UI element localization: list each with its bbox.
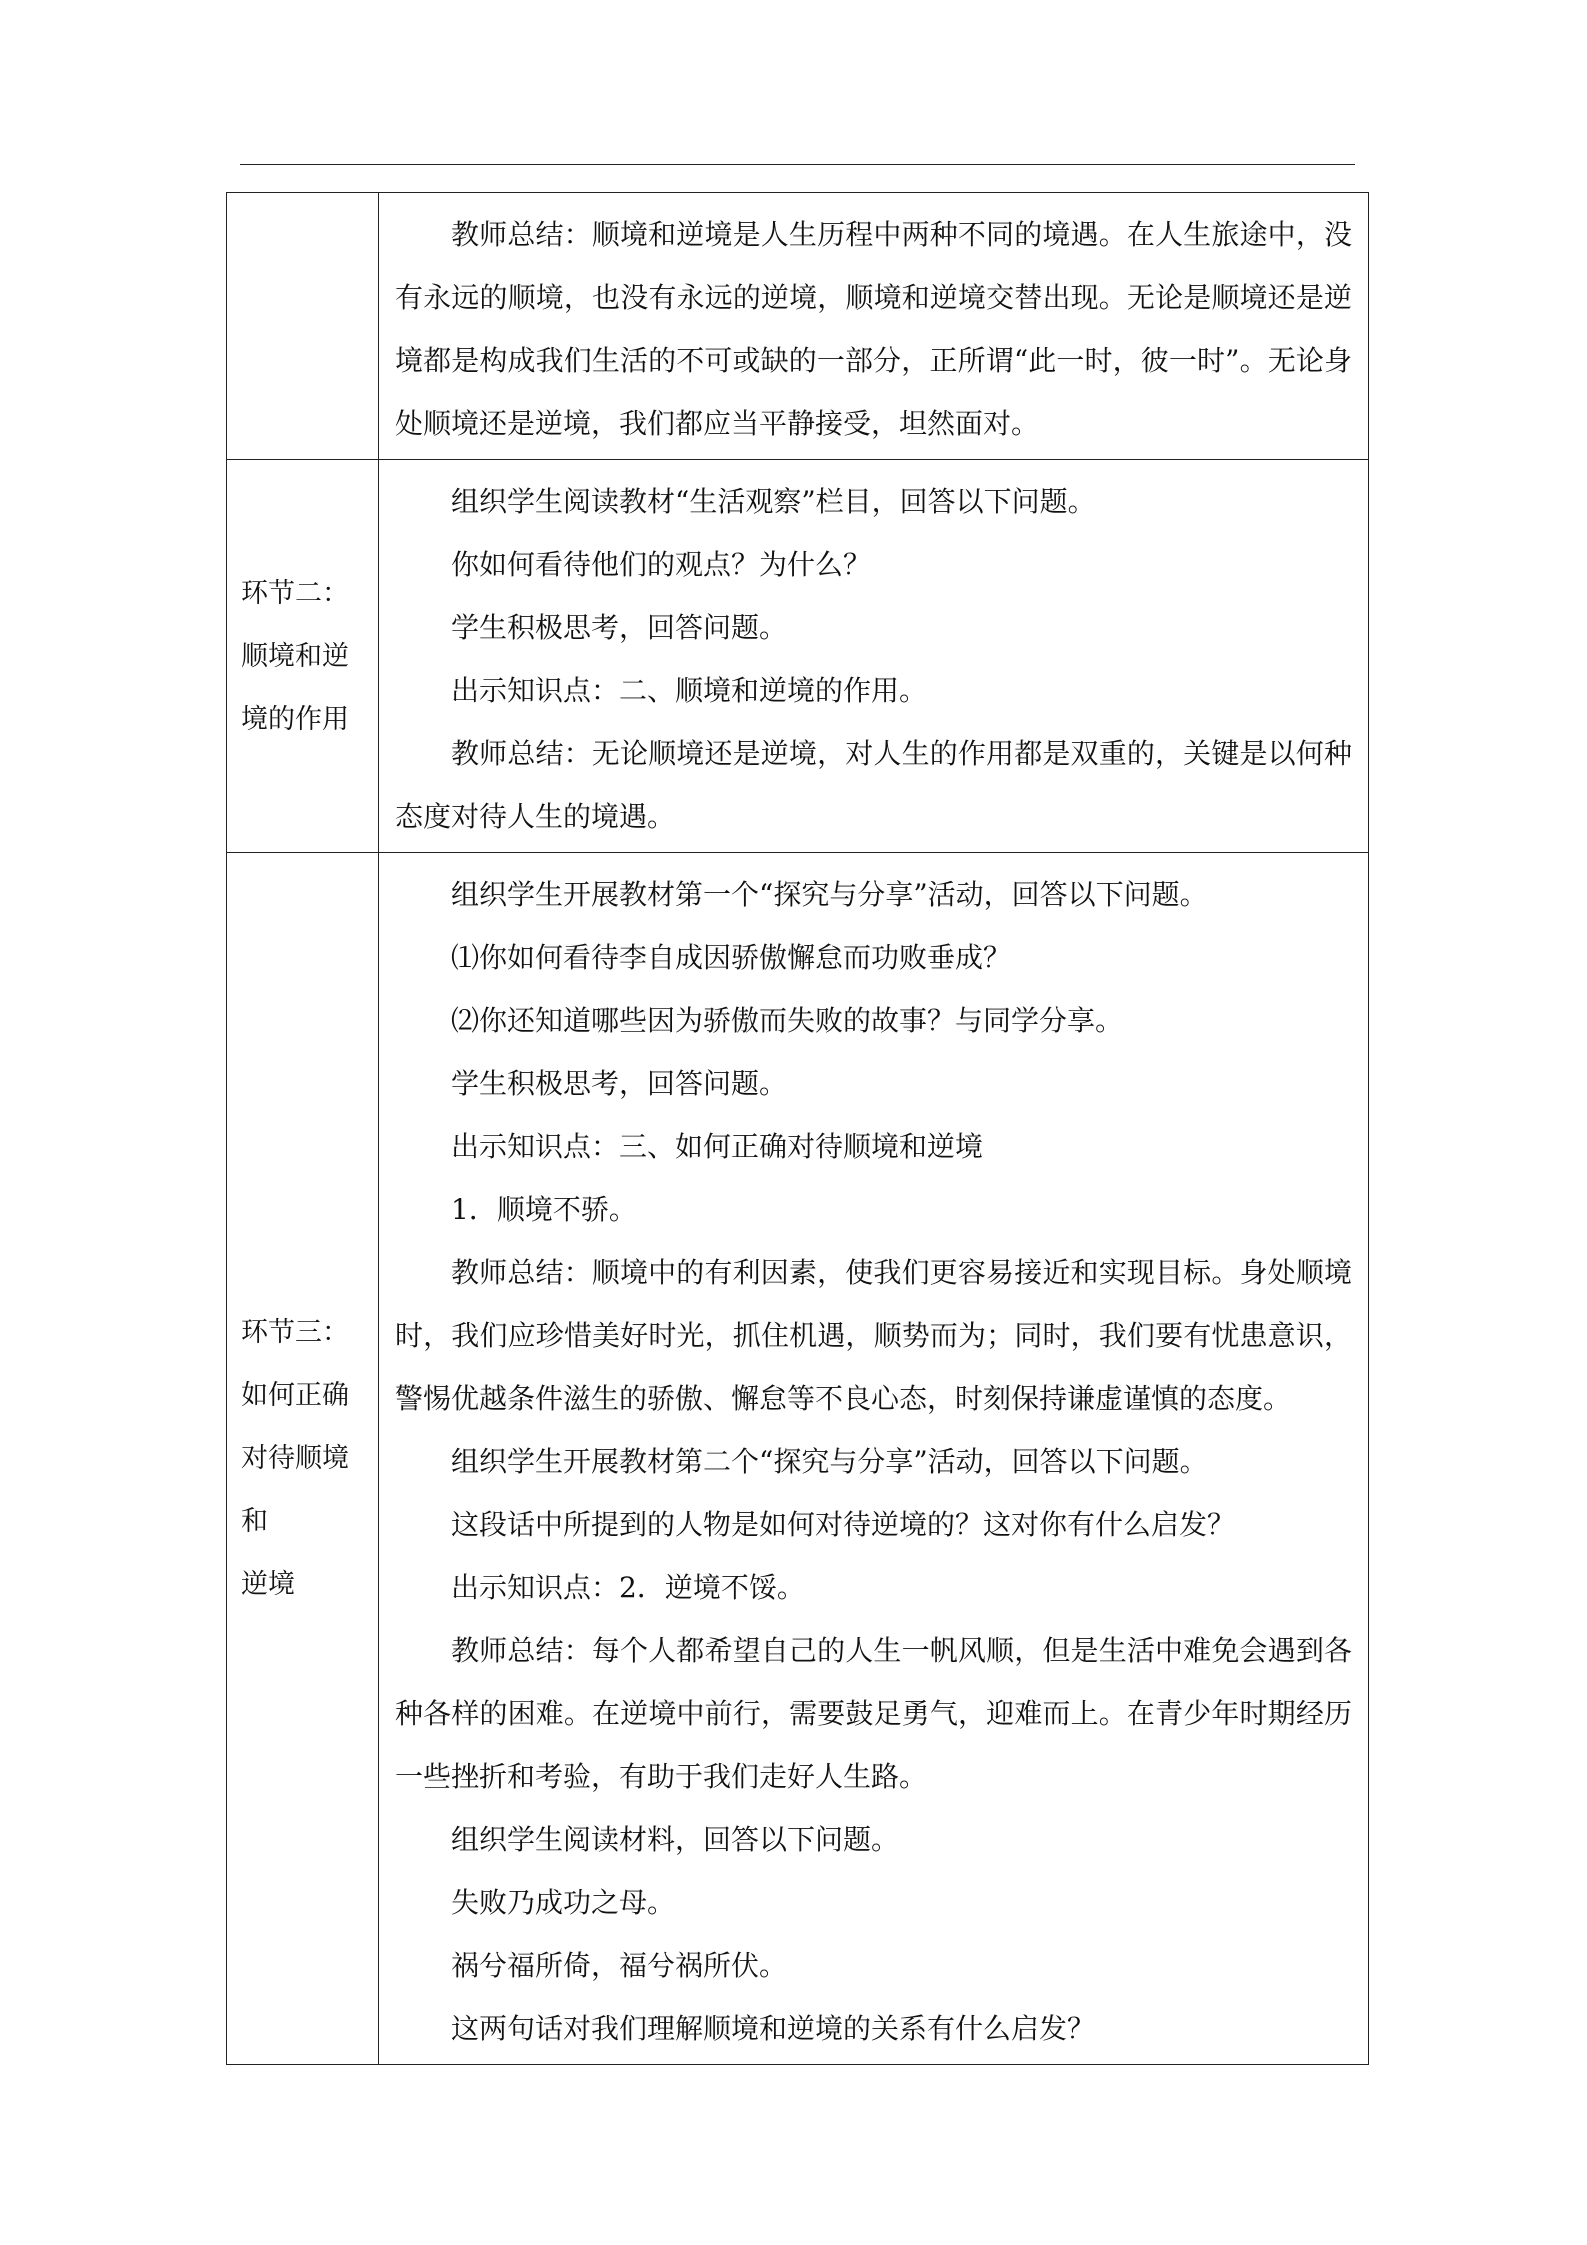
content-paragraph: 这两句话对我们理解顺境和逆境的关系有什么启发？ — [451, 2012, 1096, 2045]
content-paragraph: 出示知识点：三、如何正确对待顺境和逆境 — [451, 1130, 984, 1163]
content-paragraph: 祸兮福所倚，福兮祸所伏。 — [451, 1949, 788, 1982]
content-paragraph: 学生积极思考，回答问题。 — [451, 611, 788, 644]
section-label-cell — [227, 193, 379, 460]
content-paragraph: 学生积极思考，回答问题。 — [451, 1067, 788, 1100]
lesson-plan-table — [226, 192, 1369, 2065]
section-content-cell — [379, 460, 1369, 853]
content-paragraph: 教师总结：顺境和逆境是人生历程中两种不同的境遇。在人生旅途中，没有永远的顺境，也没有永远的逆境，顺境和逆境交替出现。无论是顺境还是逆境都是构成我们生活的不可或缺的一部分，正所谓“此一时，彼一时”。无论身处顺境还是逆境，我们都应当平静接受，坦然面对。 — [395, 218, 1352, 440]
content-paragraph: ⑴你如何看待李自成因骄傲懈怠而功败垂成？ — [451, 941, 1012, 974]
section-content — [379, 460, 1368, 852]
content-paragraph: 组织学生阅读材料，回答以下问题。 — [451, 1823, 900, 1856]
table-row — [227, 853, 1369, 2065]
content-paragraph: 教师总结：顺境中的有利因素，使我们更容易接近和实现目标。身处顺境时，我们应珍惜美好时光，抓住机遇，顺势而为；同时，我们要有忧患意识，警惕优越条件滋生的骄傲、懈怠等不良心态，时刻保持谦虚谨慎的态度。 — [395, 1256, 1352, 1415]
section-content — [379, 853, 1368, 2064]
section-label-cell — [227, 460, 379, 853]
table-row — [227, 460, 1369, 853]
content-paragraph: 教师总结：每个人都希望自己的人生一帆风顺，但是生活中难免会遇到各种各样的困难。在逆境中前行，需要鼓足勇气，迎难而上。在青少年时期经历一些挫折和考验，有助于我们走好人生路。 — [395, 1634, 1352, 1793]
content-paragraph: 组织学生开展教材第一个“探究与分享”活动，回答以下问题。 — [451, 878, 1208, 911]
content-paragraph: 这段话中所提到的人物是如何对待逆境的？这对你有什么启发？ — [451, 1508, 1236, 1541]
section-content — [379, 193, 1368, 459]
section-label-cell — [227, 853, 379, 2065]
content-paragraph: ⑵你还知道哪些因为骄傲而失败的故事？与同学分享。 — [451, 1004, 1124, 1037]
content-paragraph: 出示知识点：二、顺境和逆境的作用。 — [451, 674, 928, 707]
section-label: 环节三： 如何正确 对待顺境 和 逆境 — [241, 1317, 349, 1600]
section-content-cell — [379, 193, 1369, 460]
section-content-cell — [379, 853, 1369, 2065]
content-paragraph: 你如何看待他们的观点？为什么？ — [451, 548, 872, 581]
table-body — [227, 193, 1369, 2065]
content-paragraph: 组织学生开展教材第二个“探究与分享”活动，回答以下问题。 — [451, 1445, 1208, 1478]
content-paragraph: 1．顺境不骄。 — [451, 1193, 637, 1226]
content-paragraph: 教师总结：无论顺境还是逆境，对人生的作用都是双重的，关键是以何种态度对待人生的境遇。 — [395, 737, 1352, 833]
table-row — [227, 193, 1369, 460]
section-label: 环节二： 顺境和逆 境的作用 — [241, 577, 349, 735]
content-paragraph: 失败乃成功之母。 — [451, 1886, 676, 1919]
content-paragraph: 出示知识点：2．逆境不馁。 — [451, 1571, 805, 1604]
header-rule — [240, 164, 1355, 165]
content-paragraph: 组织学生阅读教材“生活观察”栏目，回答以下问题。 — [451, 485, 1096, 518]
